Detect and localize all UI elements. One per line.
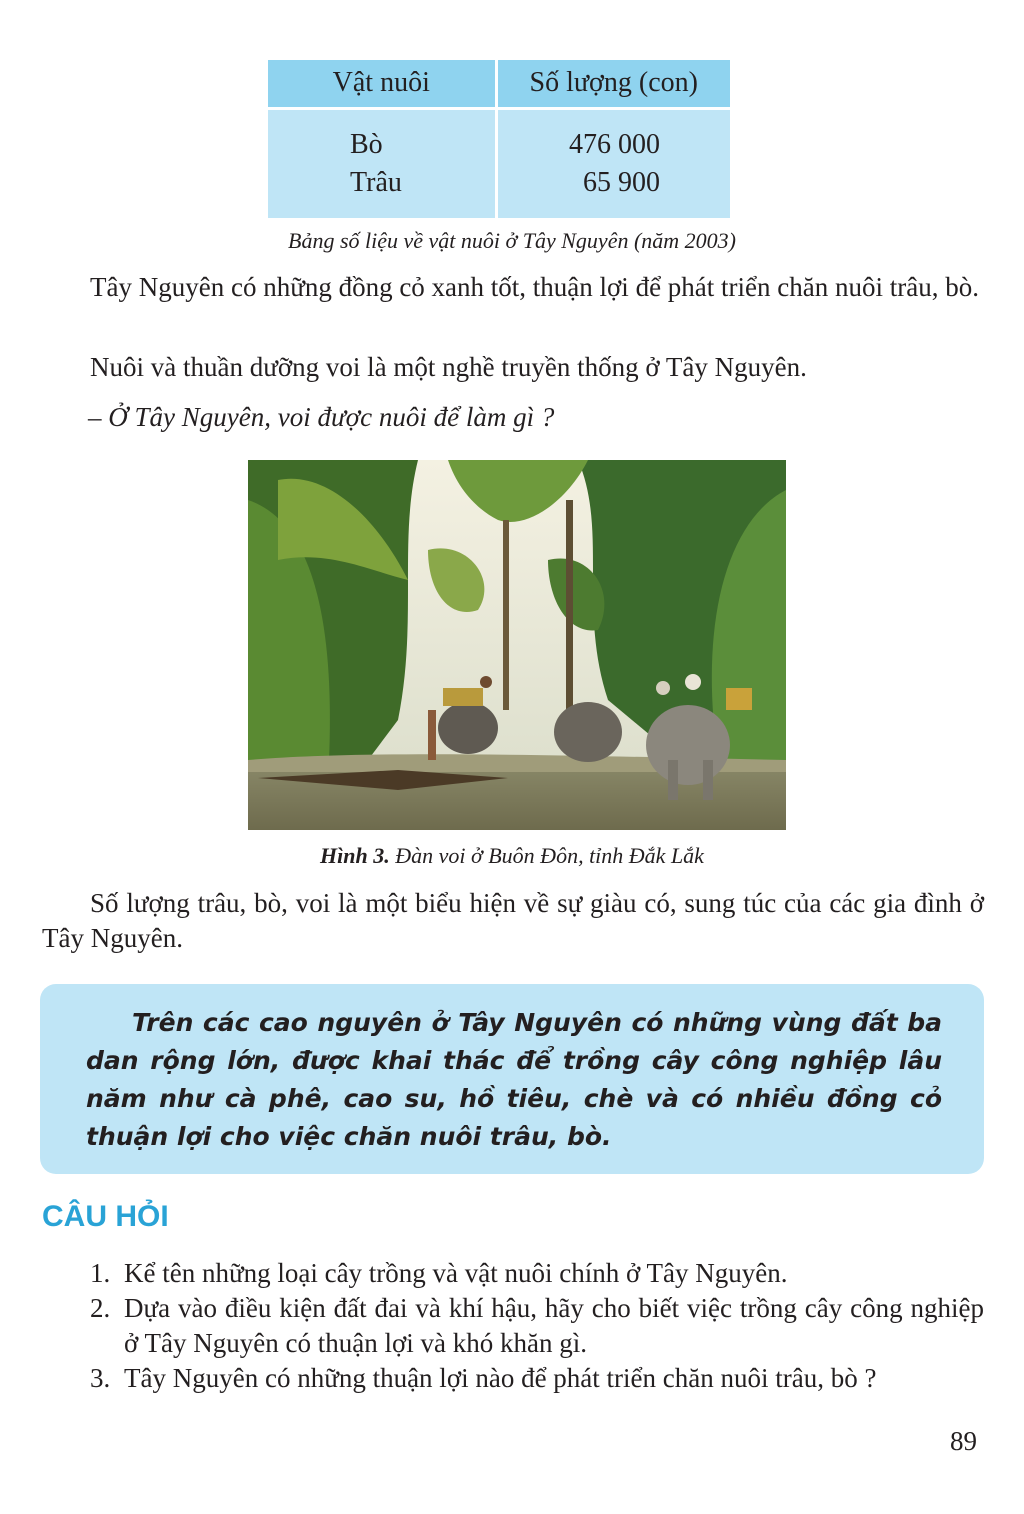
header-animal: Vật nuôi (268, 60, 496, 108)
question-text: Dựa vào điều kiện đất đai và khí hậu, hãy cho biết việc trồng cây công nghiệp ở Tây Nguyên có thuận lợi và khó khăn gì. (124, 1293, 984, 1358)
livestock-table (268, 60, 730, 218)
question-item (90, 1256, 984, 1291)
question-item (90, 1291, 984, 1361)
animal-column (268, 108, 496, 218)
questions-list (90, 1256, 984, 1396)
question-number: 1. (90, 1258, 111, 1288)
elephant-herd-photo (248, 460, 786, 830)
figure-label: Hình 3. (320, 843, 390, 868)
figure-caption-text: Đàn voi ở Buôn Đôn, tỉnh Đắk Lắk (395, 843, 704, 868)
animal-cell: Trâu (350, 166, 402, 198)
header-count: Số lượng (con) (496, 60, 730, 108)
question-number: 3. (90, 1363, 111, 1393)
animal-cell: Bò (350, 128, 383, 160)
question-item (90, 1361, 984, 1396)
count-column (496, 108, 730, 218)
inline-question: – Ở Tây Nguyên, voi được nuôi để làm gì ? (88, 402, 555, 432)
photo-illustration (248, 460, 786, 830)
question-number: 2. (90, 1293, 111, 1323)
table-header-row (268, 60, 730, 108)
paragraph-elephants: Nuôi và thuần dưỡng voi là một nghề truyền thống ở Tây Nguyên. (90, 352, 807, 382)
count-cell: 476 000 (569, 128, 660, 160)
paragraph-grasslands: Tây Nguyên có những đồng cỏ xanh tốt, thuận lợi để phát triển chăn nuôi trâu, bò. (90, 272, 979, 302)
summary-text: Trên các cao nguyên ở Tây Nguyên có những vùng đất ba dan rộng lớn, được khai thác để trồng cây công nghiệp lâu năm như cà phê, cao su, hồ tiêu, chè và có nhiều đồng cỏ thuận lợi cho việc chăn nuôi trâu, bò. (86, 1008, 942, 1151)
paragraph-wealth: Số lượng trâu, bò, voi là một biểu hiện về sự giàu có, sung túc của các gia đình ở Tây Nguyên. (42, 888, 984, 953)
question-text: Kể tên những loại cây trồng và vật nuôi chính ở Tây Nguyên. (124, 1258, 788, 1288)
question-text: Tây Nguyên có những thuận lợi nào để phát triển chăn nuôi trâu, bò ? (124, 1363, 877, 1393)
figure-caption (0, 843, 1024, 869)
page-number: 89 (950, 1426, 977, 1456)
summary-box (40, 984, 984, 1174)
questions-heading: CÂU HỎI (42, 1200, 169, 1233)
count-cell: 65 900 (583, 166, 660, 198)
table-body-row (268, 108, 730, 218)
table-caption: Bảng số liệu về vật nuôi ở Tây Nguyên (năm 2003) (288, 228, 736, 253)
